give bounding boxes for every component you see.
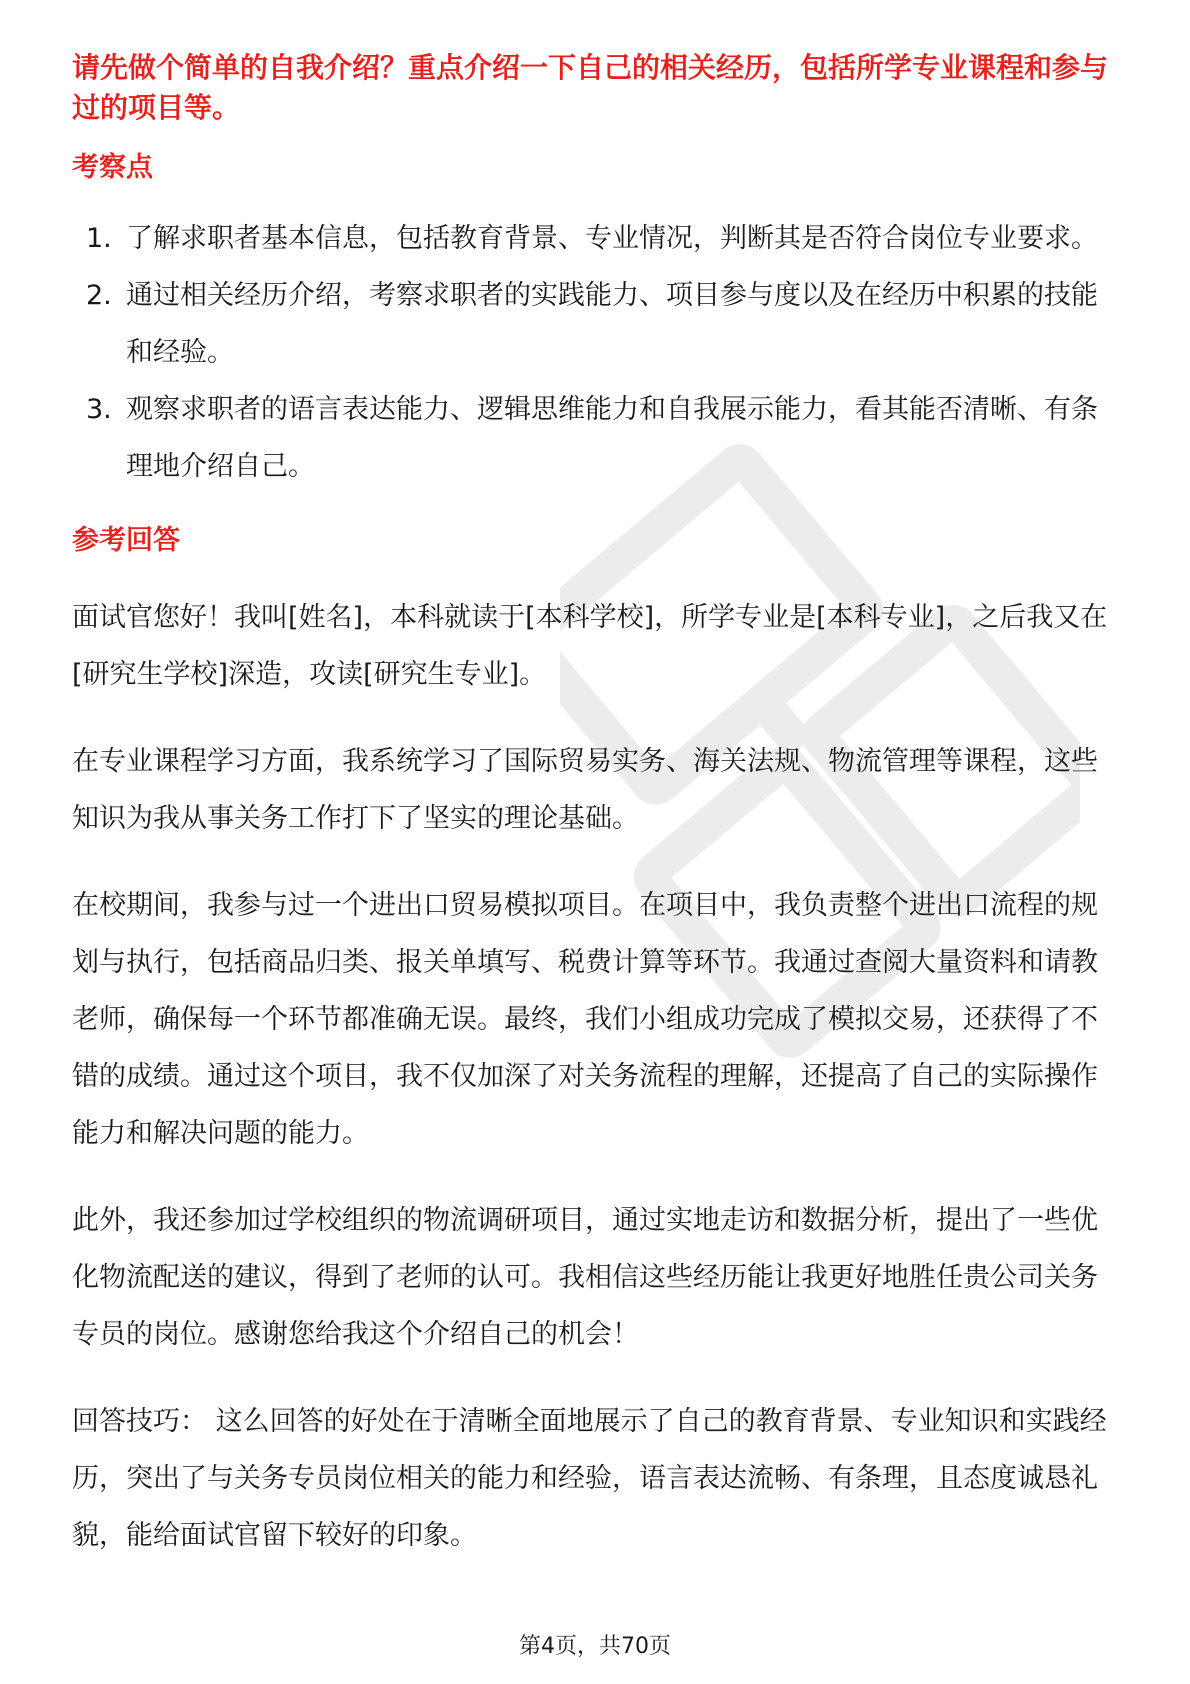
answer-tips-paragraph: 回答技巧： 这么回答的好处在于清晰全面地展示了自己的教育背景、专业知识和实践经历，突出了与关务专员岗位相关的能力和经验，语言表达流畅、有条理，且态度诚恳礼貌，能给面试官留下较好的印象。 — [72, 1406, 1107, 1551]
list-item-text: 观察求职者的语言表达能力、逻辑思维能力和自我展示能力，看其能否清晰、有条理地介绍自己。 — [126, 394, 1098, 482]
list-item-text: 了解求职者基本信息，包括教育背景、专业情况，判断其是否符合岗位专业要求。 — [126, 223, 1098, 254]
answer-paragraph: 在校期间，我参与过一个进出口贸易模拟项目。在项目中，我负责整个进出口流程的规划与执行，包括商品归类、报关单填写、税费计算等环节。我通过查阅大量资料和请教老师，确保每一个环节都准确无误。最终，我们小组成功完成了模拟交易，还获得了不错的成绩。通过这个项目，我不仅加深了对关务流程的理解，还提高了自己的实际操作能力和解决问题的能力。 — [72, 890, 1098, 1149]
list-item — [72, 210, 1120, 267]
list-item — [72, 267, 1120, 381]
reference-answer-title: 参考回答 — [72, 525, 180, 556]
list-item-number: 1. — [86, 223, 112, 254]
exam-points-list — [72, 210, 1120, 495]
list-item-number: 3. — [86, 394, 112, 425]
exam-points-title: 考察点 — [72, 152, 153, 183]
question-heading: 请先做个简单的自我介绍？重点介绍一下自己的相关经历，包括所学专业课程和参与过的项目等。 — [72, 51, 1109, 124]
list-item-text: 通过相关经历介绍，考察求职者的实践能力、项目参与度以及在经历中积累的技能和经验。 — [126, 280, 1098, 368]
list-item-number: 2. — [86, 280, 112, 311]
document-page — [72, 48, 1120, 1564]
answer-paragraph: 此外，我还参加过学校组织的物流调研项目，通过实地走访和数据分析，提出了一些优化物流配送的建议，得到了老师的认可。我相信这些经历能让我更好地胜任贵公司关务专员的岗位。感谢您给我这个介绍自己的机会！ — [72, 1205, 1098, 1350]
answer-paragraph: 面试官您好！我叫[姓名]，本科就读于[本科学校]，所学专业是[本科专业]，之后我又在[研究生学校]深造，攻读[研究生专业]。 — [72, 602, 1108, 690]
answer-paragraph: 在专业课程学习方面，我系统学习了国际贸易实务、海关法规、物流管理等课程，这些知识为我从事关务工作打下了坚实的理论基础。 — [72, 746, 1098, 834]
page-number-footer: 第4页，共70页 — [519, 1634, 671, 1659]
list-item — [72, 381, 1120, 495]
